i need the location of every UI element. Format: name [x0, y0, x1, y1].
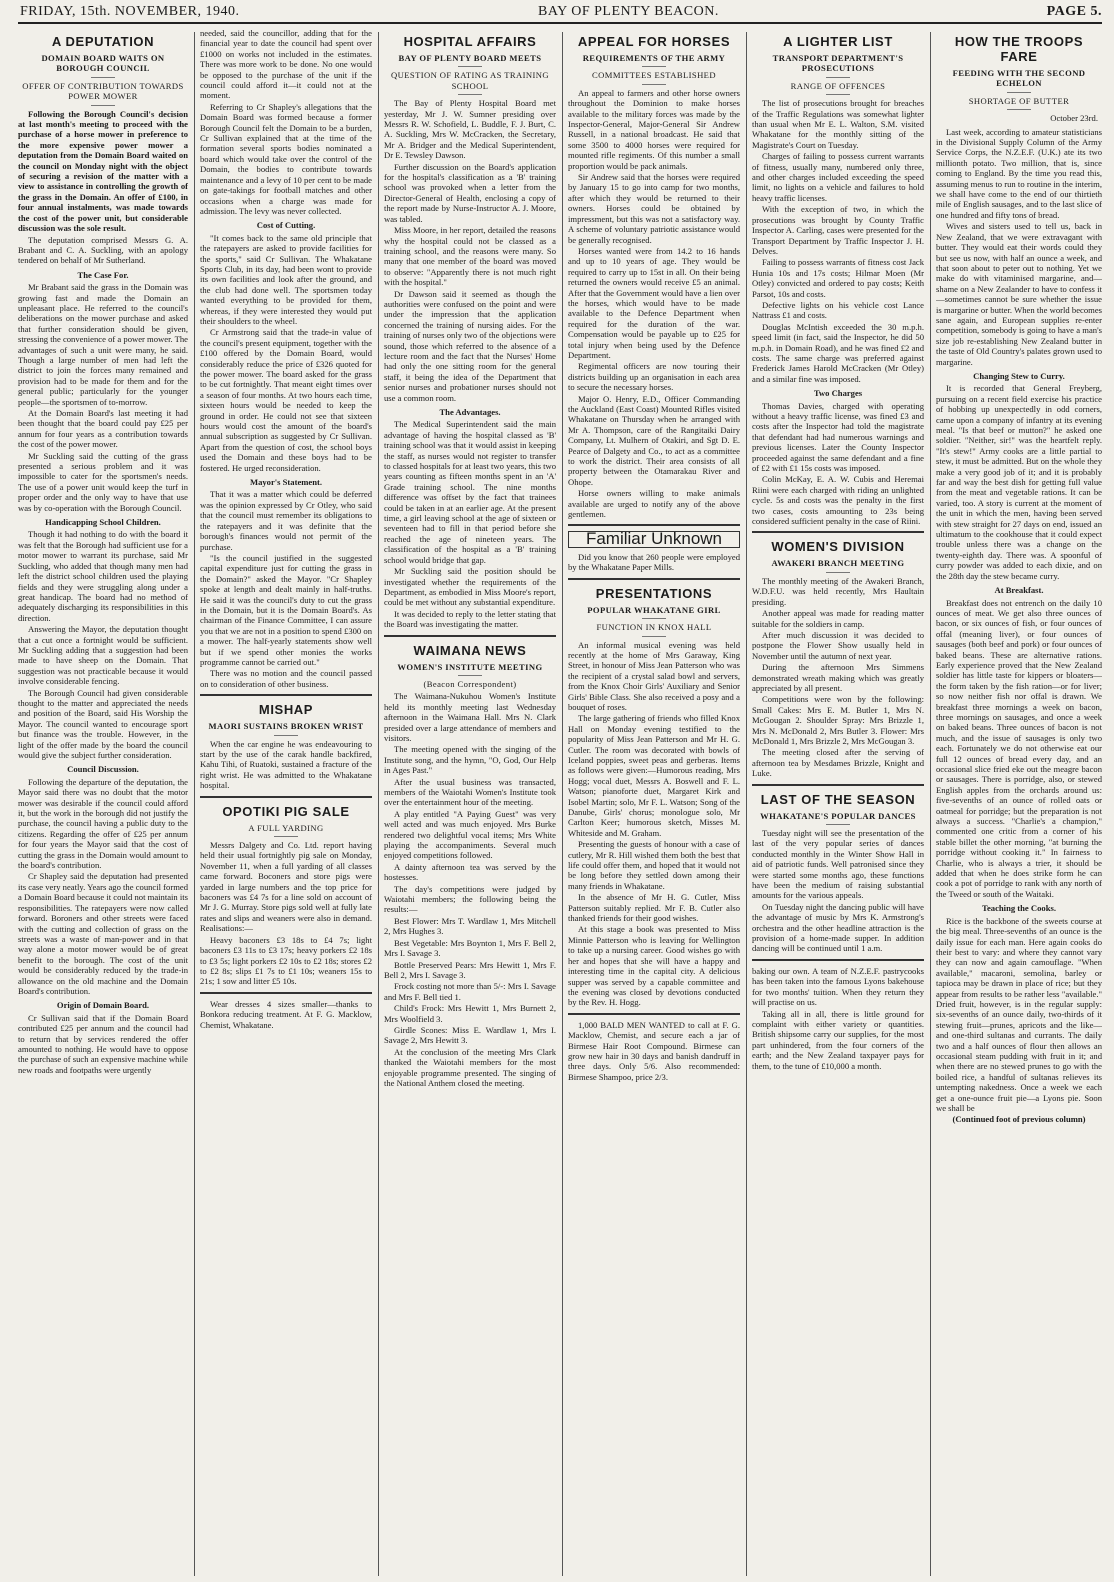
paragraph: Further discussion on the Board's application for the hospital's classification as a 'B' training school was provoked when a letter from the Director-General of Health, enclosing a copy of the report made by Nurse-Instructor A. J. Moore, was tabled. — [384, 161, 556, 224]
paragraph: The large gathering of friends who filled Knox Hall on Monday evening testified to the popularity of Miss Jean Patterson and Mr H. G. Cutler. The room was decorated with bowls of Iceland poppies, sweet peas and gerberas. Items as follows were given:—Humorous reading, Mrs Hogg; vocal duet, Messrs A. Boswell and F. L. Watson; pianoforte duet, Margaret Kirk and Isobel Martin; solo, Mr F. L. Watson; Song of the Danube, Girls' chorus; monologue solo, Mr Carlton Keer; humorous sketch, Misses M. Whiteside and M. Graham. — [568, 713, 740, 838]
paragraph: Horses wanted were from 14.2 to 16 hands and up to 10 years of age. They would be required to carry up to 15st in all. On their being returned the owners would receive £5 an animal. After that the Government would have a lien over the horses, which would have to be made available to the Defence Department when required for the duration of the war. Compensation would be payable up to £25 for total injury when being used by the Defence Department. — [568, 245, 740, 360]
paragraph: Douglas McIntish exceeded the 30 m.p.h. speed limit (in fact, said the Inspector, he did 50 m.p.h. in Domain Road), and he was fined £2 and costs. The same charge was preferred against Frederick James Harold McCracken (Mr Otley) and a similar fine was imposed. — [752, 321, 924, 384]
paragraph: The deputation comprised Messrs G. A. Brabant and C. A. Suckling, with an apology tendered on behalf of Mr Sutherland. — [18, 234, 188, 266]
feature-title-familiar-unknown: Familiar Unknown — [568, 531, 740, 547]
divider — [458, 66, 482, 67]
paragraph: A dainty afternoon tea was served by the hostesses. — [384, 861, 556, 883]
paragraph: Sir Andrew said that the horses were required by January 15 to go into camp for two months, after which they would be returned to their owners. Horses could be obtained by impressment, but this was not a satisfactory way. A scheme of voluntary patriotic assistance would be generally recognised. — [568, 172, 740, 245]
article-subtitle: SHORTAGE OF BUTTER — [968, 95, 1070, 106]
paragraph: Taking all in all, there is little ground for complaint with either variety or quantities. British shipsome carry our supplies, for the most part unhindered, from the four corners of the earth; and the New Zealand taxpayer pays for them, to the tune of £10,000 a month. — [752, 1008, 924, 1071]
article-subtitle: COMMITTEES ESTABLISHED — [592, 70, 716, 81]
column-rule — [194, 32, 195, 1576]
article-subtitle: FUNCTION IN KNOX HALL — [596, 622, 712, 633]
divider — [752, 959, 924, 961]
divider — [91, 105, 115, 106]
paragraph: The Medical Superintendent said the main advantage of having the hospital classed as 'B' training school was that it would assist in keeping the staff, as nurses would not register to transfer to classed hospitals for at least two years, this two years counting as fifteen months spent in an 'A' Grade training school. The nine months difference was offset by the fact that trainees could be taken in at an earlier age. At the present time, a girl leaving school at the age of sixteen or seventeen had to fill in that period before she reached the age of nineteen years. The classification of the hospital as a 'B' training school would bridge that gap. — [384, 419, 556, 565]
divider — [568, 524, 740, 526]
article-title-troops-fare: HOW THE TROOPS FARE — [954, 34, 1084, 64]
paragraph: During the afternoon Mrs Simmens demonstrated wreath making which was greatly appreciated by all present. — [752, 662, 924, 693]
article-subtitle: OFFER OF CONTRIBUTION TOWARDS POWER MOWER — [22, 80, 184, 102]
section-heading: Cost of Cutting. — [256, 220, 316, 231]
paragraph: With the exception of two, in which the prosecutions was brought by County Traffic Inspector A. Carling, cases were presented for the Transport Department by Traffic Inspector J. H. Delves. — [752, 204, 924, 256]
paragraph: In the absence of Mr H. G. Cutler, Miss Patterson suitably replied. Mr F. B. Cutler also thanked friends for their good wishes. — [568, 892, 740, 924]
paragraph: Bottle Preserved Pears: Mrs Hewitt 1, Mrs F. Bell 2, Mrs I. Savage 3. — [384, 959, 556, 980]
section-heading: Handicapping School Children. — [45, 517, 161, 528]
divider — [458, 94, 482, 95]
paragraph: Failing to possess warrants of fitness cost Jack Hunia 10s and 17s costs; Hilmar Moen (Mr Otley) convicted and ordered to pay costs; Keith Parsot, 10s and costs. — [752, 257, 924, 299]
column-5 — [752, 28, 924, 1578]
column-rule — [562, 32, 563, 1576]
paragraph: baking our own. A team of N.Z.E.F. pastrycooks has been taken into the famous Lyons bakehouse for two months' tuition. When they return they will practise on us. — [752, 965, 924, 1008]
article-subtitle: POPULAR WHAKATANE GIRL — [587, 604, 721, 615]
paragraph: Did you know that 260 people were employed by the Whakatane Paper Mills. — [568, 551, 740, 573]
article-subtitle: FEEDING WITH THE SECOND ECHELON — [952, 68, 1086, 89]
paragraph: Thomas Davies, charged with operating without a heavy traffic license, was fined £3 and costs after the Inspector had told the magistrate that defendant had had numerous warnings and previous licenses. Later the County Inspector proceeded against the same defendant and a fine of £2 with £1 15s costs was imposed. — [752, 400, 924, 474]
paragraph: After much discussion it was decided to postpone the Flower Show usually held in November until the autumn of next year. — [752, 629, 924, 661]
paragraph: The day's competitions were judged by Waiotahi members; the following being the results:— — [384, 883, 556, 915]
paragraph: At this stage a book was presented to Miss Minnie Patterson who is leaving for Wellington to take up a nursing career. Good wishes go with her and hopes that she will have a happy and interesting time in the capital city. A delicious supper was served by a capable committee and the evening was closed by devotions conducted by the Rev. H. Hogg. — [568, 924, 740, 1008]
paragraph: Heavy baconers £3 18s to £4 7s; light baconers £3 11s to £3 17s; heavy porkers £2 18s to £3 5s; light porkers £2 10s to £2 18s; stores £2 to £2 8s; slips £1 7s to £1 10s; weaners 15s to 21s; 1 sow and litter £5 10s. — [200, 934, 372, 987]
paragraph: When the car engine he was endeavouring to start by the use of the carak handle backfired, Kahu Tihi, of Ruatoki, sustained a fracture of the right wrist. He was admitted to the Whakatane hospital. — [200, 738, 372, 791]
paragraph: Charges of failing to possess current warrants of fitness, usually many, numbered only three, and other charges included exceeding the speed limit, no lights on a vehicle and failures to hold heavy traffic licenses. — [752, 151, 924, 203]
advertisement: 1,000 BALD MEN WANTED to call at F. G. Macklow, Chemist, and secure each a jar of Birmese Hair Root Compound. Birmese can grow new hair in 30 days and banish dandruff in three days. Only 5/6. Also recommended: Birmese Shampoo, price 2/3. — [568, 1019, 740, 1082]
paragraph: Answering the Mayor, the deputation thought that a cut once a fortnight would be sufficient. Mr Suckling adding that a suggestion had been made to have sheep on the Domain. That suggestion was not practicable because it would involve considerable fencing. — [18, 624, 188, 687]
paragraph: Defective lights on his vehicle cost Lance Nattrass £1 and costs. — [752, 299, 924, 321]
divider — [826, 824, 850, 825]
paragraph: Presenting the guests of honour with a case of cutlery, Mr R. Hill wished them both the best that life could offer them, and hoped that it would not be long before they settled down among their many friends in Whakatane. — [568, 839, 740, 891]
paragraph: Miss Moore, in her report, detailed the reasons why the hospital could not be classed as a training school, and the reasons were many. So many that one member of the board was moved to observe: "Apparently there is not much right with the hospital." — [384, 225, 556, 288]
paragraph: The Borough Council had given considerable thought to the matter and appreciated the needs and position of the Board, said His Worship the Mayor. The council wanted to encourage sport but finance was the trouble. However, in the light of the offer made by the board the council would give the subject further consideration. — [18, 687, 188, 760]
paragraph: Referring to Cr Shapley's allegations that the Domain Board was formed because a former Borough Council felt the Domain to be a burden, Cr Sullivan explained that at the time of the formation several sports bodies nominated a board which would take over the control of the Domain, the bodies to contribute towards maintenance and a levy of 10 per cent to be made on gate-takings for football matches and other occasions when a charge was made for admission. The levy was never collected. — [200, 101, 372, 216]
paragraph: The Bay of Plenty Hospital Board met yesterday, Mr J. W. Sumner presiding over Messrs R. W. Schofield, L. Buddle, F. J. Burt, C. A. Suckling, Mrs W. McCracken, the Secretary, Mr A. Bridger and the Medical Superintendent, Dr E. Tewsley Dawson. — [384, 98, 556, 161]
divider — [826, 94, 850, 95]
paragraph: Colin McKay, E. A. W. Cubis and Heremai Riini were each charged with riding an unlighted cycle. 5s and costs was the penalty in the first two cases, costs amounting to 23s being considered sufficient penalty in the case of Riini. — [752, 474, 924, 527]
article-title-last-of-season: LAST OF THE SEASON — [760, 791, 916, 807]
paragraph: Mr Suckling said the cutting of the grass presented a serious problem and it was impossible to cater for the sportsmen's needs. The use of a power unit would keep the turf in proper order and the only way to have that use was by co-operation with the Borough Council. — [18, 450, 188, 513]
divider — [642, 636, 666, 637]
column-rule — [930, 32, 931, 1576]
article-subtitle: TRANSPORT DEPARTMENT'S PROSECUTIONS — [772, 53, 904, 74]
paragraph: Another appeal was made for reading matter suitable for the soldiers in camp. — [752, 608, 924, 629]
paragraph: "Is the council justified in the suggested capital expenditure just for cutting the grass in the Domain?" asked the Mayor. "Cr Shapley spoke at length and dealt mainly in half-truths. He said it was the council's duty to cut the grass in the Domain, but it is the Domain Board's. As chairman of the Finance Committee, I can assure you that we are not in a position to spend £300 on a mower. The half-yearly statements show well but if we spend other monies the works programme cannot be carried out." — [200, 552, 372, 667]
paragraph: Messrs Dalgety and Co. Ltd. report having held their usual fortnightly pig sale on Monday, November 11, when a full yarding of all classes came forward. Boconers and store pigs were yarded in large numbers and the top price for baconers was £4 7s for a line sold on account of Mr J. G. Murray. Store pigs sold well at fully late rates and slips and weaners were also in demand. Realisations:— — [200, 840, 372, 934]
divider — [274, 836, 298, 837]
paragraph: There was no motion and the council passed on to consideration of other business. — [200, 668, 372, 689]
paragraph: Mr Brabant said the grass in the Domain was growing fast and made the Domain an unpleasant place. He referred to the council's deliberations on the mower purchase and asked that further consideration should be given, stressing the convenience of a power mower. The advantages of such a unit were many, he said. Though a large number of men had left the district to join the forces many remained and provision had to be made for them and for the general public; particularly for the younger people—the sportsmen of to-morrow. — [18, 282, 188, 407]
article-subtitle: BAY OF PLENTY BOARD MEETS — [398, 53, 542, 63]
paragraph: Though it had nothing to do with the board it was felt that the Borough had sufficient use for a motor mower to warrant its purchase, said Mr Suckling, who added that though many men had left the district school children used the playing fields and they were struggling along under a great handicap. The board had no method of adequately discharging its responsibilities in this direction. — [18, 529, 188, 623]
article-lead: Following the Borough Council's decision at last month's meeting to proceed with the purchase of a horse mower in preference to the more expensive power mower a deputation from the Domain Board waited on the council on Monday night with the object of securing a revision of the matter with a view to assistance in controlling the growth of the grass in the Domain. An offer of £100, in four annual instalments, was made towards the cost of the power unit, but considerable discussion was the sole result. — [18, 108, 188, 234]
article-title-pig-sale: OPOTIKI PIG SALE — [222, 803, 350, 819]
paragraph: The meeting closed after the serving of afternoon tea by Mesdames Brizzle, Knight and Luke. — [752, 747, 924, 779]
divider — [1007, 109, 1031, 110]
section-heading: The Case For. — [77, 269, 129, 280]
paragraph: Wives and sisters used to tell us, back in New Zealand, that we were extravagant with butter. They would eat their words could they but see us now, with half an ounce a week, and that soon about to peter out to nothing. Yet we make do with vitaminised margarine, and—shame on a New Zealander to have to confess it—sometimes cannot be sure whether the issue is margarine or butter. When the world becomes sane again, and European supplies re-enter competition, somebody is going to have a man's size job re-establishing New Zealand butter in the taste of Old Country's palates grown used to margarine. — [936, 221, 1102, 367]
divider — [200, 694, 372, 696]
paragraph: Child's Frock: Mrs Hewitt 1, Mrs Burnett 2, Mrs Woolfield 3. — [384, 1003, 556, 1024]
divider — [200, 992, 372, 994]
paragraph: Breakfast does not entrench on the daily 10 ounces of meat. We get also three ounces of bacon, or six ounces of fish, or four ounces of offal (meaning liver), or four ounces of sausages (both beef and pork) or four ounces of baked beans. These are alternative rations. Early experience proved that the New Zealand soldier has little taste for kippers or bloaters—the form taken by the fish ration—or for liver; so now neither fish nor offal is drawn. We breakfast three mornings a week on bacon, three mornings on sausages, and once a week on baked beans. Three ounces of bacon is not much, and the issue of sausages is only two each. Fortunately we do not otherwise eat our full 12 ounces of bread every day, and an occasional slice fried eke out the meagre bacon or sausages. There is porridge, also, or stewed English apples from the orchards around us: five-sevenths of an ounce of rolled oats or oatmeal for porridge; but the preparation is not always a success. "Charlie's a champion," commented one critic from a corner of his stable billet the other morning, "at burning the porridge without cooking it." In fairness to Charlie, who is always a trier, it should be added that when he does strike form he can cook a pot of porridge to rank with any north of the Tweed or south of the Waitaki. — [936, 597, 1102, 899]
paragraph: After the usual business was transacted, members of the Waiotahi Women's Institute took over the entertainment hour of the meeting. — [384, 776, 556, 808]
article-subtitle: WOMEN'S INSTITUTE MEETING — [397, 661, 543, 672]
paragraph: Dr Dawson said it seemed as though the authorities were confused on the point and were under the impression that the application concerned the training of nursing aides. For the training of nurses only two of the objections were sound, those which referred to the absence of a lecture room and the fact that the Nurses' Home had only the one sitting room for the general staff, it being the idea of the Department that senior nurses and probationer nurses should not use a common room. — [384, 288, 556, 403]
divider — [91, 77, 115, 78]
section-heading: Council Discussion. — [67, 764, 139, 775]
continuation-note: (Continued foot of previous column) — [952, 1114, 1086, 1125]
article-title-presentations: PRESENTATIONS — [595, 585, 713, 601]
paragraph: Cr Armstrong said that the trade-in value of the council's present equipment, together with the £100 offered by the Domain Board, would considerably reduce the price of £326 quoted for the power mower. The board asked for the grass to be cut fortnightly. That meant eight times over a season of four months. At two hours each time, sixteen hours would be needed to keep the ground in order. He could not see that sixteen hours would cost the amount of the board's annual subscription as suggested by Cr Sullivan. Apart from the question of cost, the school boys used the Domain and these boys had to be fostered. He urged reconsideration. — [200, 327, 372, 473]
paragraph: Cr Shapley said the deputation had presented its case very neatly. Years ago the council formed a Domain Board because it could not maintain its responsibilities. The ratepayers were now called forward. Boroners and other streets were faced with the cutting and collection of grass on the streets was a waste of man-power and in that way alone a motor mower would be of great benefit to the borough. The cost of the unit would be considerably reduced by the trade-in allowance on the old machine and the Domain Board's contribution. — [18, 871, 188, 996]
column-2 — [200, 28, 372, 1578]
article-subtitle: QUESTION OF RATING AS TRAINING SCHOOL — [391, 70, 549, 91]
divider — [568, 1013, 740, 1015]
divider — [200, 796, 372, 798]
paragraph: The Waimana-Nukuhou Women's Institute held its monthly meeting last Wednesday afternoon in the Waimana Hall. Mrs N. Clark presided over a large attendance of members and visitors. — [384, 691, 556, 743]
issue-date: FRIDAY, 15th. NOVEMBER, 1940. — [20, 4, 240, 19]
section-heading: Mayor's Statement. — [249, 477, 323, 488]
paragraph: Last week, according to amateur statisticians in the Divisional Supply Column of the Army Service Corps, the N.Z.E.F. (U.K.) ate its two millionth potato. Two million, that is, since coming to England. By the time you read this, assuming menus to run to routine in the interim, we shall have come to the end of our thirtieth mile of English sausages, and to the last slice of one hundred and fifty tons of bread. — [936, 126, 1102, 220]
article-subtitle: REQUIREMENTS OF THE ARMY — [582, 53, 726, 63]
section-heading: Origin of Domain Board. — [56, 1000, 150, 1011]
divider — [458, 675, 482, 676]
paragraph: The meeting opened with the singing of the Institute song, and the hymn, "O, God, Our Help in Ages Past." — [384, 744, 556, 776]
column-1 — [18, 28, 188, 1578]
column-3 — [384, 28, 556, 1578]
section-heading: Two Charges — [813, 388, 863, 399]
paragraph: Tuesday night will see the presentation of the last of the very popular series of dances conducted monthly in the Winter Show Hall in aid of patriotic funds. Well patronised since they were started some months ago, these functions have been the medium of raising substantial amounts for the various appeals. — [752, 828, 924, 901]
article-subtitle: MAORI SUSTAINS BROKEN WRIST — [208, 721, 364, 732]
section-heading: Teaching the Cooks. — [982, 903, 1056, 914]
paragraph: On Tuesday night the dancing public will have the advantage of music by Mrs K. Armstrong's orchestra and the other headline attraction is the provision of a home-made supper. In addition dancing will be continued until 1 a.m. — [752, 901, 924, 954]
paragraph: Girdle Scones: Miss E. Wardlaw 1, Mrs I. Savage 2, Mrs Hewitt 3. — [384, 1024, 556, 1046]
divider — [1007, 92, 1031, 93]
paragraph: Major O. Henry, E.D., Officer Commanding the Auckland (East Coast) Mounted Rifles visited Whakatane on Thursday when he arranged with Mr A. Thompson, care of the Rangitaiki Dairy Company, Lt. Mulhern of Otakiri, and Sgt D. E. Pearce of Dalgety and Co., to act as a committee to work the district. Their area consists of all property between the Otamarakau River and Ohope. — [568, 393, 740, 487]
column-rule — [378, 32, 379, 1576]
paragraph: Cr Sullivan said that if the Domain Board contributed £25 per annum and the council had to return that by services rendered the offer amounted to nothing. He would have to oppose the purchase of such an expensive machine while new roads and footpaths were urgently — [18, 1012, 188, 1075]
divider — [752, 784, 924, 786]
masthead-rule — [18, 22, 1102, 24]
article-subtitle: DOMAIN BOARD WAITS ON BOROUGH COUNCIL — [41, 53, 165, 74]
masthead — [18, 4, 1102, 22]
article-title-mishap: MISHAP — [258, 702, 314, 718]
paragraph: At the conclusion of the meeting Mrs Clark thanked the Waiotahi members for the most enjoyable programme presented. The singing of the National Anthem closed the meeting. — [384, 1046, 556, 1088]
paragraph: Following the departure of the deputation, the Mayor said there was no doubt that the motor mower was desirable if the council could afford it, but the work in the borough did not justify the purchase, the council having a public duty to the citizens. Regarding the offer of £25 per annum for four years the Mayor said that the cost of cutting the grass in the Domain would amount to the board's contribution. — [18, 776, 188, 871]
divider — [642, 66, 666, 67]
divider — [826, 572, 850, 573]
advertisement: Wear dresses 4 sizes smaller—thanks to Bonkora reducing treatment. At F. G. Macklow, Chemist, Whakatane. — [200, 998, 372, 1030]
paragraph: Competitions were won by the following: Small Cakes: Mrs E. M. Butler 1, Mrs N. McGougan 2. Shoulder Spray: Mrs Brizzle 1, Mrs N. McDonald 2, Mrs Butler 3. Flower: Mrs McDonald 1, Mrs Brizzle 2, Mrs McGougan 3. — [752, 694, 924, 746]
paragraph: An informal musical evening was held recently at the home of Mrs Garaway, King Street, in honour of Miss Jean Patterson who was the recipient of a crystal salad bowl and servers, from the Knox Choir Girls' Auxiliary and Senior Girls' Bible Class. She also received a posy and a bouquet of roses. — [568, 639, 740, 712]
paper-title: BAY OF PLENTY BEACON. — [538, 4, 719, 19]
paragraph: At the Domain Board's last meeting it had been thought that the board could pay £25 per annum for four years as a contribution towards the cost of the power mower. — [18, 408, 188, 450]
paragraph: Frock costing not more than 5/-: Mrs I. Savage and Mrs F. Bell tied 1. — [384, 981, 556, 1002]
divider — [642, 618, 666, 619]
paragraph: Best Flower: Mrs T. Wardlaw 1, Mrs Mitchell 2, Mrs Hughes 3. — [384, 915, 556, 937]
dateline: October 23rd. — [1050, 113, 1098, 124]
column-6 — [936, 28, 1102, 1578]
paragraph: The list of prosecutions brought for breaches of the Traffic Regulations was somewhat lighter than usual when Mr E. L. Walton, S.M. visited Whakatane for the monthly sitting of the Magistrate's Court on Tuesday. — [752, 98, 924, 150]
paragraph: A play entitled "A Paying Guest" was very well acted and was much enjoyed. Mrs Burke rendered two delightful vocal items; Mrs White playing the accompaniments. Several much enjoyed competitions followed. — [384, 808, 556, 861]
paragraph: The monthly meeting of the Awakeri Branch, W.D.F.U. was held recently, Mrs Haultain presiding. — [752, 575, 924, 607]
columns — [18, 28, 1102, 1578]
paragraph: Regimental officers are now touring their districts building up an organisation in each area to secure the necessary horses. — [568, 361, 740, 393]
article-subtitle: WHAKATANE'S POPULAR DANCES — [760, 810, 916, 821]
article-subtitle: AWAKERI BRANCH MEETING — [771, 558, 905, 569]
paragraph: Mr Suckling said the position should be investigated whether the requirements of the Department, as embodied in Miss Moore's report, could be met without any substantial expenditure. — [384, 566, 556, 608]
section-heading: At Breakfast. — [994, 585, 1044, 596]
page-number: PAGE 5. — [1046, 4, 1102, 19]
divider — [826, 77, 850, 78]
divider — [752, 531, 924, 533]
column-rule — [746, 32, 747, 1576]
paragraph: needed, said the councillor, adding that for the financial year to date the council had spent over £1000 on works not included in the estimates. There was more work to be done. No one would be opposed to the purchase of the unit if the council could afford it—it could not at the moment. — [200, 28, 372, 101]
article-title-deputation: A DEPUTATION — [51, 34, 155, 49]
article-subtitle: RANGE OF OFFENCES — [790, 80, 886, 91]
divider — [642, 84, 666, 85]
article-title-hospital: HOSPITAL AFFAIRS — [403, 34, 537, 49]
paragraph: It was decided to reply to the letter stating that the Board was investigating the matter. — [384, 608, 556, 630]
divider — [384, 635, 556, 637]
article-title-womens-division: WOMEN'S DIVISION — [771, 539, 905, 555]
paragraph: Horse owners willing to make animals available are urged to notify any of the above gentlemen. — [568, 488, 740, 520]
paragraph: That it was a matter which could be deferred was the opinion expressed by Cr Otley, who said that the council must remember its obligations to the ratepayers and it was definite that the borough's finances would not permit of the purchase. — [200, 489, 372, 552]
section-heading: The Advantages. — [439, 407, 501, 417]
article-title-waimana: WAIMANA NEWS — [413, 642, 527, 658]
correspondent-note: (Beacon Correspondent) — [423, 678, 517, 689]
section-heading: Changing Stew to Curry. — [973, 370, 1065, 381]
paragraph: Best Vegetable: Mrs Boynton 1, Mrs F. Bell 2, Mrs I. Savage 3. — [384, 937, 556, 959]
paragraph: An appeal to farmers and other horse owners throughout the Dominion to make horses available to the military forces was made by the Inspector-General, Major-General Sir Andrew Russell, in a national broadcast. He said that some 3500 to 4000 horses were required for mounted rifle regiments. Of this number a small proportion would be pack animals. — [568, 87, 740, 171]
article-title-lighter-list: A LIGHTER LIST — [783, 34, 893, 49]
paragraph: "It comes back to the same old principle that the ratepayers are asked to provide facilities for the sports," said Cr Sullivan. The Whakatane Sports Club, in its day, had been wont to provide its own facilities and look after the ground, and the club had done well. The sportsmen today wanted everything to be provided for them, whereas, if they were interested they would put their shoulders to the wheel. — [200, 232, 372, 326]
article-title-horses: APPEAL FOR HORSES — [577, 34, 731, 49]
paragraph: Rice is the backbone of the sweets course at the big meal. Three-sevenths of an ounce is the daily issue for each man. Here again cooks do their best to vary: and where they cannot vary they can now and again camouflage. "When available," macaroni, semolina, barley or tapioca may be drawn in place of rice; but they appear from results to be rather less "available." Dried fruit, however, is in the regular supply: six-sevenths of an ounce daily, two-thirds of it stewing fruit—prunes, apricots and the like—and one-third sultanas and currants. The daily two and a half ounces of flour then allows an occasional steam pudding with fruit in it; and when there are no stewed prunes to go with the boiled rice, a handful of sultanas relieves its untempting nakedness. Once a week we each get a one-ounce fruit pie—a Lyons pie. Soon we shall be — [936, 915, 1102, 1113]
paragraph: It is recorded that General Freyberg, pursuing on a recent field exercise his practice of hobbing up unexpectedly in odd corners, came upon a company of infantry at its evening meal. "Is that beef or mutton?" he asked one soldier. "Neither, sir!" was the heartfelt reply. "It's stew!" Army cooks are a little partial to stew, it must be admitted. But on the whole they make a very good job of it; and it is probably far and way the best dish for getting full value from the meat and vegetable rations. It can be varied, too. A story is current at the moment of the unit in which the men, having been served with stew straight for 27 days on end, issued an ultimatum to the cookhouse that it could expect trouble unless there was a change on the twenty-eighth day. There was. A spoonful of curry powder was added to each dixie, and on the 28th day the stew became curry. — [936, 383, 1102, 581]
article-subtitle: A FULL YARDING — [248, 822, 324, 833]
divider — [568, 578, 740, 580]
column-4 — [568, 28, 740, 1578]
divider — [274, 735, 298, 736]
